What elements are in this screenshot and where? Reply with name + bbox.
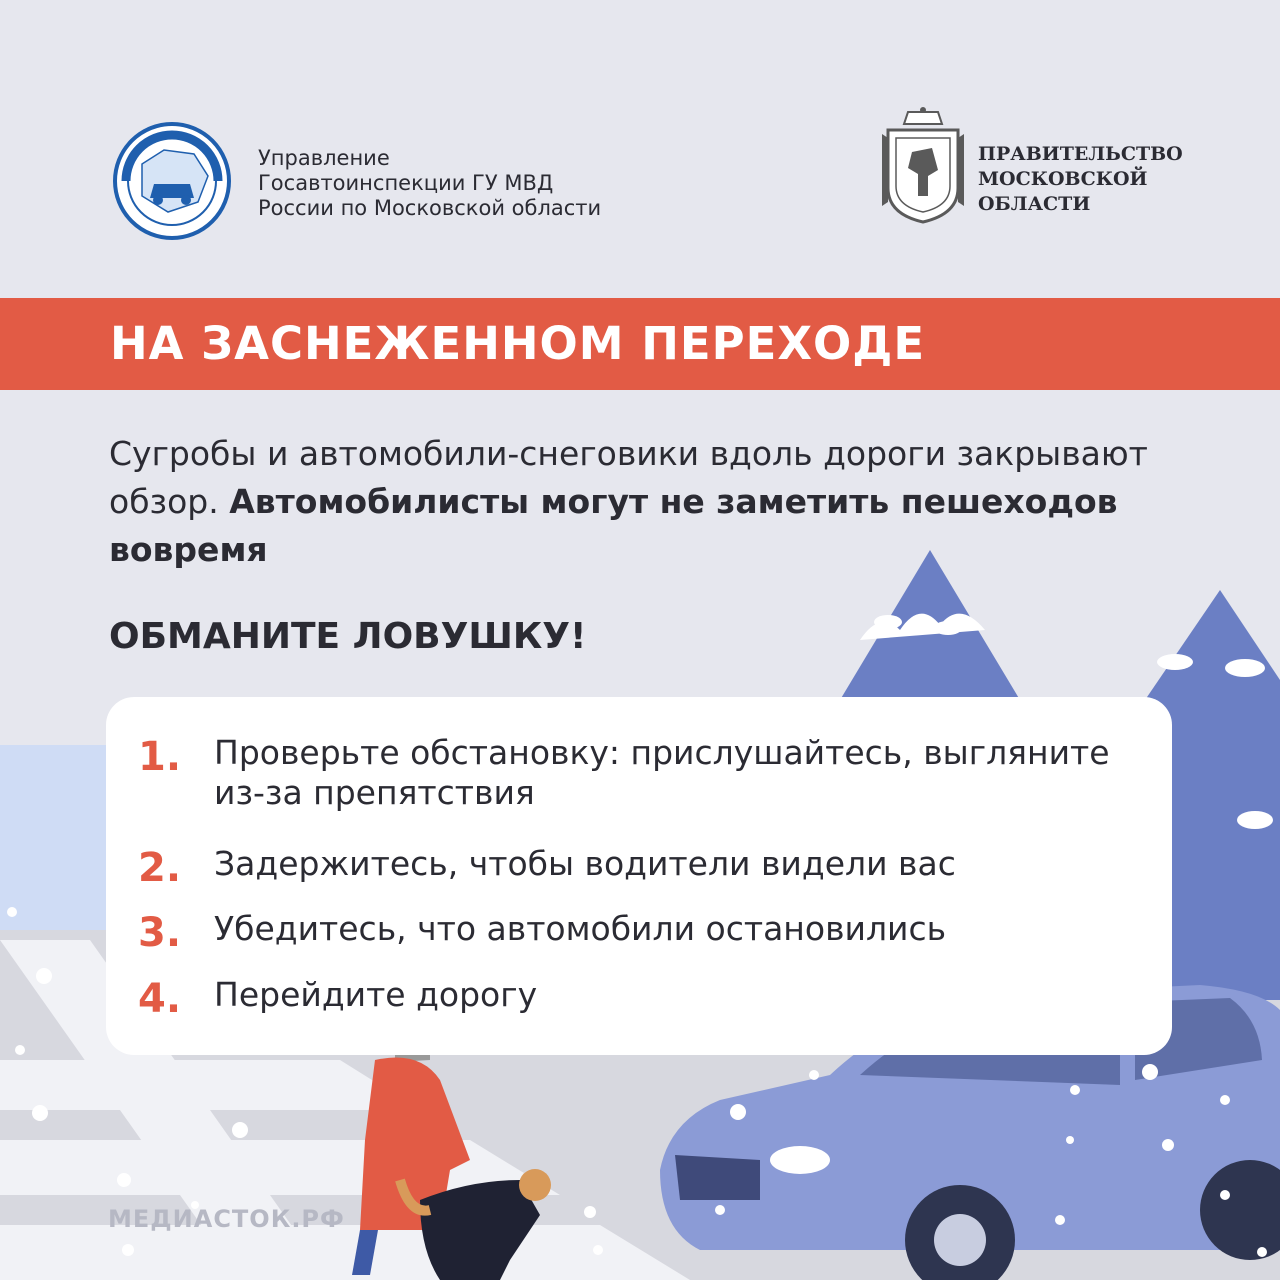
right-org-line: МОСКОВСКОЙ (978, 168, 1148, 190)
left-org-line: Госавтоинспекции ГУ МВД (258, 171, 554, 195)
left-organization-name (258, 146, 658, 221)
right-org-line: ПРАВИТЕЛЬСТВО (978, 143, 1183, 165)
step-text: Убедитесь, что автомобили остановились (214, 909, 947, 948)
step-text: Проверьте обстановку: прислушайтесь, выгляните из-за препятствия (214, 733, 1110, 812)
list-item (138, 975, 1144, 1023)
intro-paragraph (109, 430, 1209, 574)
left-org-line: Управление (258, 146, 390, 170)
title-banner (0, 298, 1280, 390)
steps-card (106, 697, 1172, 1055)
list-item (138, 733, 1144, 813)
traffic-police-emblem-icon (106, 122, 238, 240)
step-number: 3. (138, 910, 182, 956)
step-number: 2. (138, 845, 182, 891)
intro-regular-text: Сугробы и автомобили-снеговики вдоль дороги закрывают обзор. (109, 434, 1148, 521)
step-number: 1. (138, 734, 182, 780)
list-item (138, 844, 1144, 892)
left-org-line: России по Московской области (258, 196, 602, 220)
moscow-region-coat-of-arms-icon (878, 106, 968, 226)
step-text: Перейдите дорогу (214, 975, 538, 1014)
right-org-line: ОБЛАСТИ (978, 193, 1091, 215)
watermark: МЕДИАСТОК.РФ (108, 1205, 345, 1233)
right-organization-name (978, 142, 1218, 217)
intro-bold-text: Автомобилисты могут не заметить пешеходов вовремя (109, 482, 1118, 569)
section-heading: ОБМАНИТЕ ЛОВУШКУ! (109, 616, 587, 657)
step-text: Задержитесь, чтобы водители видели вас (214, 844, 956, 883)
list-item (138, 909, 1144, 957)
page-title: НА ЗАСНЕЖЕННОМ ПЕРЕХОДЕ (110, 317, 926, 370)
step-number: 4. (138, 976, 182, 1022)
